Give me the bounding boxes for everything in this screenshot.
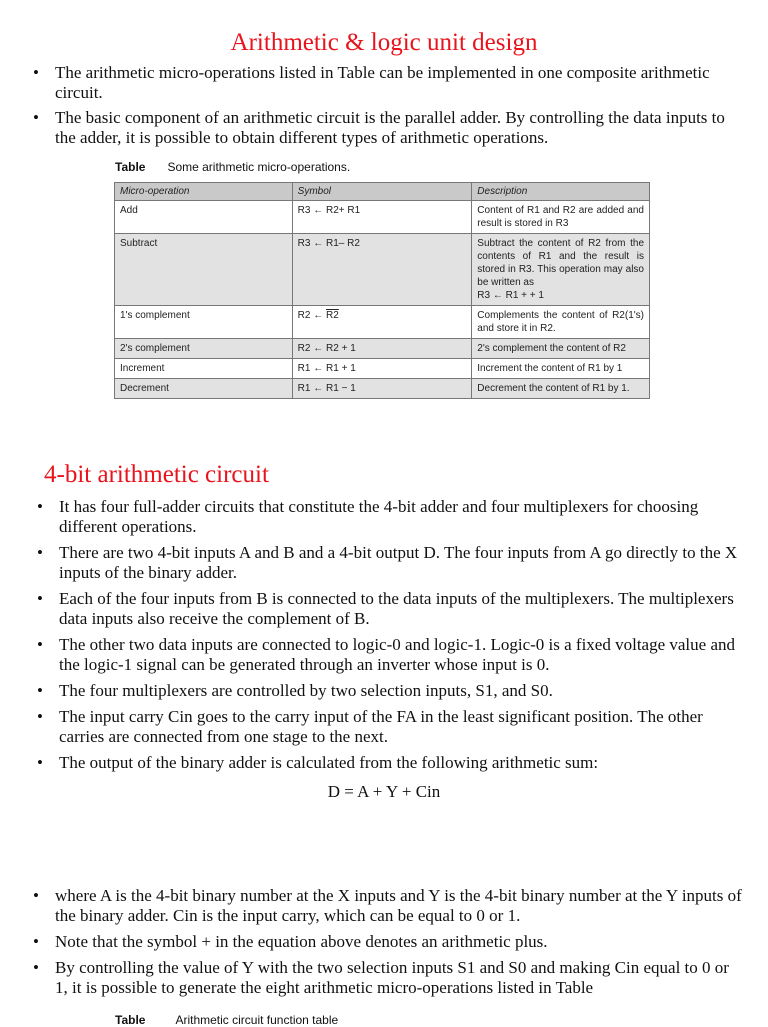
table1-label: Table <box>115 160 146 174</box>
bullet-text: The other two data inputs are connected to logic-0 and logic-1. Logic-0 is a fixed voltage value and the logic-1 signal can be generated through an inverter whose input is 0. <box>59 635 735 674</box>
table-row <box>115 306 650 339</box>
bullet-text: By controlling the value of Y with the two selection inputs S1 and S0 and making Cin equal to 0 or 1, it is possible to generate the eight arithmetic micro-operations listed in Table <box>55 958 729 997</box>
cell-desc: Increment the content of R1 by 1 <box>472 359 650 379</box>
section-title: 4-bit arithmetic circuit <box>44 461 269 488</box>
bullet-icon: • <box>37 707 43 726</box>
cell-symbol: R1 ← R1 − 1 <box>292 379 472 399</box>
bullet-icon: • <box>33 932 39 951</box>
table2-label: Table <box>115 1013 146 1027</box>
list-item <box>37 635 739 675</box>
bullet-text: The basic component of an arithmetic circuit is the parallel adder. By controlling the data inputs to the adder, it is possible to obtain different types of arithmetic operations. <box>55 108 725 147</box>
table1-caption <box>115 160 350 174</box>
cell-op: 2's complement <box>115 339 293 359</box>
list-item <box>37 753 739 773</box>
table1-caption-text: Some arithmetic micro-operations. <box>167 160 351 174</box>
cell-op: Increment <box>115 359 293 379</box>
symbol-text: R2 ← <box>297 310 327 321</box>
cell-desc: Complements the content of R2(1's) and store it in R2. <box>472 306 650 339</box>
list-item <box>37 543 739 583</box>
intro-bullet-list <box>33 63 745 153</box>
bullet-text: The input carry Cin goes to the carry input of the FA in the least significant position. The other carries are connected from one stage to the next. <box>59 707 703 746</box>
bullet-text: Note that the symbol + in the equation above denotes an arithmetic plus. <box>55 932 548 951</box>
bullet-icon: • <box>37 753 43 772</box>
desc-formula: R3 ← R1 + + 1 <box>477 290 544 301</box>
table-row <box>115 359 650 379</box>
cell-symbol <box>292 306 472 339</box>
cell-symbol: R3 ← R2+ R1 <box>292 201 472 234</box>
bullet-icon: • <box>37 589 43 608</box>
cell-op: Subtract <box>115 234 293 306</box>
table-row <box>115 379 650 399</box>
table2-caption-text: Arithmetic circuit function table <box>175 1013 339 1027</box>
page-title: Arithmetic & logic unit design <box>230 29 538 56</box>
bullet-icon: • <box>37 497 43 516</box>
cell-op: Decrement <box>115 379 293 399</box>
bullet-icon: • <box>33 108 39 127</box>
table-row <box>115 234 650 306</box>
bullet-icon: • <box>33 958 39 977</box>
table-row <box>115 339 650 359</box>
bullet-text: Each of the four inputs from B is connected to the data inputs of the multiplexers. The multiplexers data inputs also receive the complement of B. <box>59 589 734 628</box>
bullet-icon: • <box>37 681 43 700</box>
bullet-text: The four multiplexers are controlled by two selection inputs, S1, and S0. <box>59 681 553 700</box>
desc-text: Subtract the content of R2 from the contents of R1 and the result is stored in R3. This operation may also be written as <box>477 238 644 288</box>
bullet-icon: • <box>37 635 43 654</box>
table-header-row <box>115 183 650 201</box>
table-row <box>115 201 650 234</box>
micro-operations-table <box>114 182 650 399</box>
explanation-bullet-list <box>33 886 745 1004</box>
list-item <box>37 681 739 701</box>
bullet-text: There are two 4-bit inputs A and B and a 4-bit output D. The four inputs from A go directly to the X inputs of the binary adder. <box>59 543 738 582</box>
cell-desc: Content of R1 and R2 are added and result is stored in R3 <box>472 201 650 234</box>
list-item <box>37 589 739 629</box>
sum-equation: D = A + Y + Cin <box>327 782 441 801</box>
cell-op: Add <box>115 201 293 234</box>
cell-symbol: R3 ← R1– R2 <box>292 234 472 306</box>
header-micro-operation: Micro-operation <box>115 183 293 201</box>
cell-desc: 2's complement the content of R2 <box>472 339 650 359</box>
bullet-text: It has four full-adder circuits that constitute the 4-bit adder and four multiplexers for choosing different operations. <box>59 497 699 536</box>
list-item <box>37 707 739 747</box>
cell-desc <box>472 234 650 306</box>
header-description: Description <box>472 183 650 201</box>
symbol-overlined: R2 <box>326 310 339 321</box>
bullet-text: where A is the 4-bit binary number at the X inputs and Y is the 4-bit binary number at the Y inputs of the binary adder. Cin is the input carry, which can be equal to 0 or 1. <box>55 886 742 925</box>
list-item <box>37 497 739 537</box>
list-item <box>33 886 745 926</box>
list-item <box>33 108 745 148</box>
bullet-icon: • <box>33 63 39 82</box>
cell-op: 1's complement <box>115 306 293 339</box>
bullet-text: The arithmetic micro-operations listed in Table can be implemented in one composite arithmetic circuit. <box>55 63 710 102</box>
list-item <box>33 63 745 103</box>
list-item <box>33 932 745 952</box>
cell-symbol: R1 ← R1 + 1 <box>292 359 472 379</box>
list-item <box>33 958 745 998</box>
header-symbol: Symbol <box>292 183 472 201</box>
table2-caption <box>115 1013 338 1027</box>
cell-symbol: R2 ← R2 + 1 <box>292 339 472 359</box>
bullet-text: The output of the binary adder is calculated from the following arithmetic sum: <box>59 753 599 772</box>
bullet-icon: • <box>37 543 43 562</box>
bullet-icon: • <box>33 886 39 905</box>
cell-desc: Decrement the content of R1 by 1. <box>472 379 650 399</box>
section-bullet-list <box>37 497 739 779</box>
